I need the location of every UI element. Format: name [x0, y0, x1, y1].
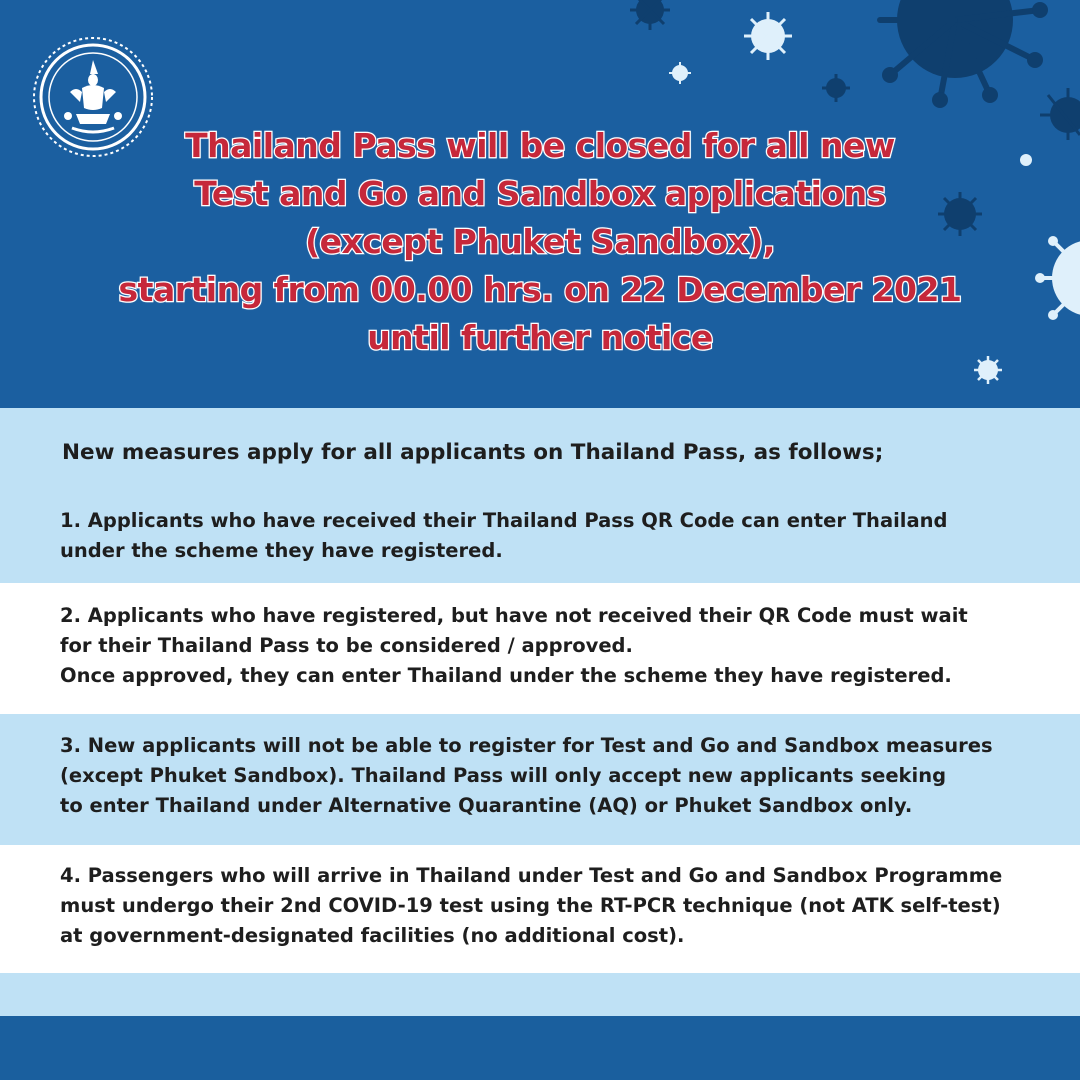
virus-icon [1020, 154, 1032, 166]
measures-intro: New measures apply for all applicants on Thailand Pass, as follows; [62, 440, 884, 465]
measure-line: (except Phuket Sandbox). Thailand Pass will only accept new applicants seeking [60, 764, 947, 787]
virus-icon [880, 0, 1048, 108]
headline-line: starting from 00.00 hrs. on 22 December 2021 [118, 270, 962, 309]
header-banner [0, 0, 1080, 408]
headline-line: (except Phuket Sandbox), [305, 222, 775, 261]
measure-line: 3. New applicants will not be able to register for Test and Go and Sandbox measures [60, 734, 993, 757]
virus-icon [669, 62, 691, 84]
headline-line: Test and Go and Sandbox applications [194, 174, 886, 213]
measures-section [0, 408, 1080, 1016]
measure-line: 2. Applicants who have registered, but have not received their QR Code must wait [60, 604, 968, 627]
measure-line: for their Thailand Pass to be considered / approved. [60, 634, 633, 657]
measure-line: must undergo their 2nd COVID-19 test using the RT-PCR technique (not ATK self-test) [60, 894, 1001, 917]
measure-item-4 [60, 861, 1002, 951]
virus-icon [1035, 223, 1080, 335]
virus-icon [744, 12, 792, 60]
bottom-band [0, 973, 1080, 1016]
footer-bar [0, 1016, 1080, 1080]
headline [60, 122, 1020, 362]
virus-icon [822, 74, 850, 102]
headline-line: Thailand Pass will be closed for all new [185, 126, 895, 165]
measure-line: 4. Passengers who will arrive in Thailand under Test and Go and Sandbox Programme [60, 864, 1003, 887]
measure-line: Once approved, they can enter Thailand under the scheme they have registered. [60, 664, 952, 687]
headline-line: until further notice [367, 318, 713, 357]
measure-line: to enter Thailand under Alternative Quarantine (AQ) or Phuket Sandbox only. [60, 794, 913, 817]
measure-line: 1. Applicants who have received their Thailand Pass QR Code can enter Thailand [60, 509, 948, 532]
measure-line: under the scheme they have registered. [60, 539, 503, 562]
measure-item-2 [60, 601, 968, 691]
measure-item-3 [60, 731, 993, 821]
measure-item-1 [60, 506, 947, 566]
virus-icon [630, 0, 670, 30]
virus-icon [1040, 88, 1080, 140]
measure-line: at government-designated facilities (no additional cost). [60, 924, 685, 947]
